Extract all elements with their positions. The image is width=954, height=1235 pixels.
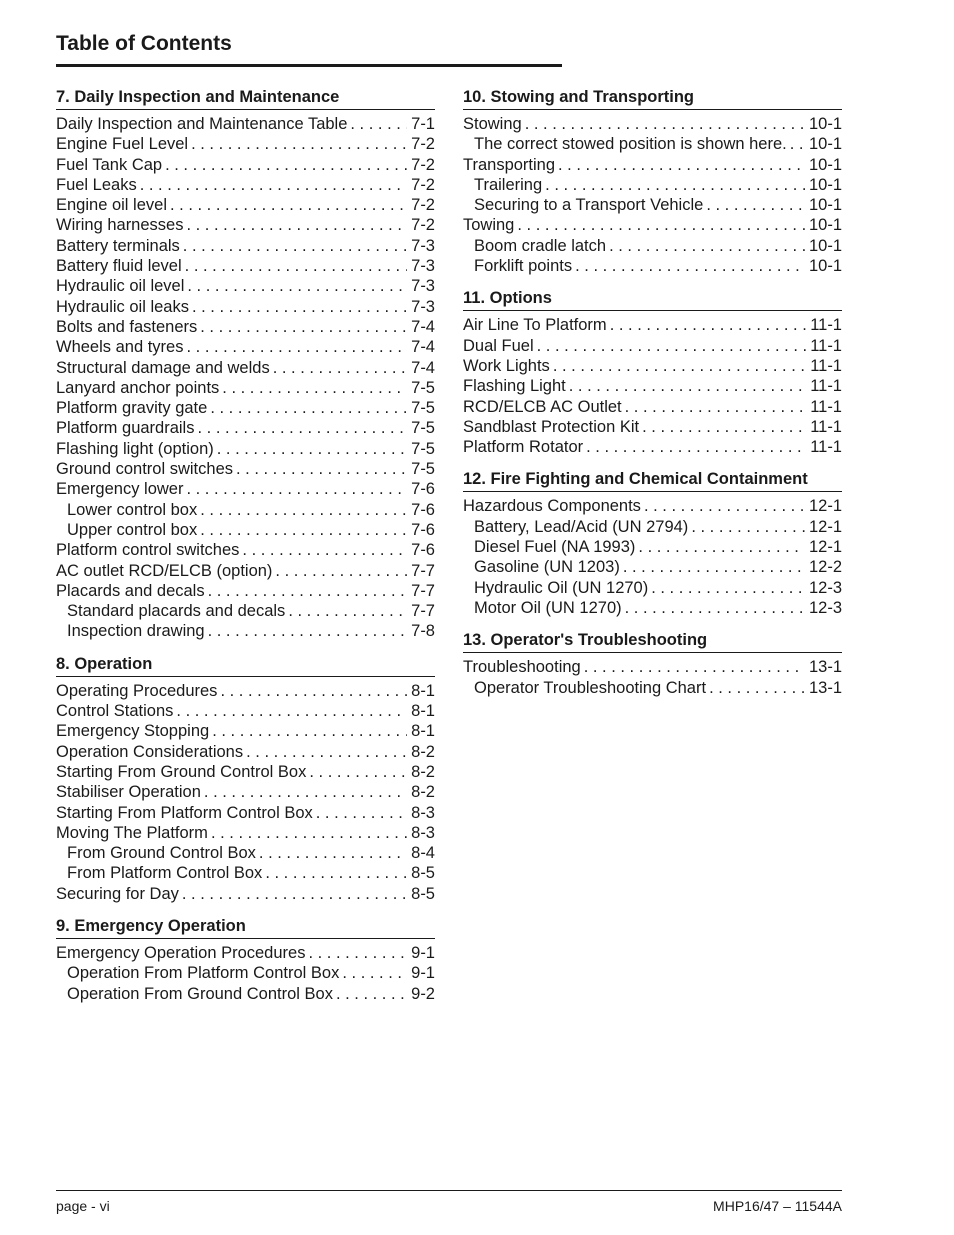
toc-entry-title: Engine Fuel Level (56, 135, 189, 154)
toc-entry-title: Operation From Platform Control Box (67, 964, 340, 983)
toc-section-10-stowing-and-transporting (463, 87, 842, 276)
dot-leader (170, 195, 407, 215)
dot-leader (288, 601, 407, 621)
toc-entry-page: 7-2 (411, 175, 435, 194)
toc-entry-title: Sandblast Protection Kit (463, 417, 640, 436)
toc-left-column (56, 87, 435, 1016)
toc-entry[interactable] (56, 459, 435, 479)
toc-entry-title: Wiring harnesses (56, 216, 184, 235)
toc-entry[interactable] (56, 439, 435, 459)
toc-entry-page: 7-2 (411, 155, 435, 174)
toc-entry-title: Emergency lower (56, 480, 184, 499)
dot-leader (350, 114, 407, 134)
dot-leader (222, 378, 407, 398)
toc-entry[interactable] (463, 598, 842, 618)
toc-entry-page: 7-4 (411, 358, 435, 377)
dot-leader (691, 517, 805, 537)
toc-right-column (463, 87, 842, 710)
toc-entry-title: Daily Inspection and Maintenance Table (56, 115, 348, 133)
toc-entry[interactable] (56, 803, 435, 823)
dot-leader (706, 195, 805, 215)
toc-entry[interactable] (463, 578, 842, 598)
toc-entry-title: Forklift points (474, 257, 573, 276)
toc-entry-page: 7-5 (411, 439, 435, 458)
toc-entry-page: 9-2 (411, 984, 435, 1003)
toc-entry-title: Flashing Light (463, 377, 566, 396)
dot-leader (342, 963, 407, 983)
dot-leader (709, 678, 805, 698)
dot-leader (308, 943, 407, 963)
toc-entry[interactable] (56, 195, 435, 215)
dot-leader (197, 418, 407, 438)
section-heading: 10. Stowing and Transporting (463, 87, 842, 110)
toc-entry[interactable] (463, 175, 842, 195)
toc-section-12-fire-fighting-and-chemical-containment (463, 469, 842, 618)
toc-entry[interactable] (56, 681, 435, 701)
dot-leader (186, 337, 407, 357)
toc-entry-title: Work Lights (463, 356, 550, 375)
toc-entry-page: 7-4 (411, 317, 435, 336)
dot-leader (642, 417, 806, 437)
toc-entry-title: Platform guardrails (56, 419, 195, 438)
toc-entry[interactable] (463, 657, 842, 677)
dot-leader (609, 236, 805, 256)
toc-entry[interactable] (56, 581, 435, 601)
dot-leader (204, 782, 407, 802)
toc-entry-page: 7-2 (411, 196, 435, 215)
dot-leader (200, 500, 407, 520)
toc-entry[interactable] (56, 378, 435, 398)
toc-entry-title: Platform control switches (56, 541, 240, 560)
dot-leader (545, 175, 805, 195)
toc-entry-page: 10-1 (808, 155, 842, 174)
toc-entry-page: 7-3 (411, 297, 435, 316)
dot-leader (275, 561, 407, 581)
toc-entry[interactable] (56, 236, 435, 256)
toc-entry[interactable] (463, 256, 842, 276)
toc-entry-page: 11-1 (810, 316, 842, 335)
toc-entry[interactable] (56, 742, 435, 762)
page-title: Table of Contents (56, 32, 232, 55)
toc-entry[interactable] (56, 215, 435, 235)
dot-leader (553, 356, 806, 376)
toc-entry-title: Control Stations (56, 702, 174, 721)
dot-leader (569, 376, 806, 396)
toc-entry-page: 10-1 (808, 216, 842, 235)
toc-entry-page: 10-1 (808, 236, 842, 255)
toc-entry[interactable] (56, 337, 435, 357)
toc-entry-page: 13-1 (808, 658, 842, 677)
toc-entry-page: 13-1 (808, 678, 842, 697)
toc-entry[interactable] (56, 984, 435, 1004)
section-heading: 8. Operation (56, 654, 435, 677)
toc-entry-page: 8-1 (411, 681, 435, 700)
toc-entry[interactable] (56, 762, 435, 782)
toc-entry[interactable] (463, 134, 842, 154)
toc-entry[interactable] (56, 561, 435, 581)
toc-entry[interactable] (56, 963, 435, 983)
toc-entry[interactable] (463, 517, 842, 537)
toc-entry-title: Stabiliser Operation (56, 783, 201, 802)
toc-entry-page: 8-2 (411, 762, 435, 781)
toc-entry-title: AC outlet RCD/ELCB (option) (56, 561, 273, 580)
toc-entry-page: 10-1 (808, 257, 842, 276)
toc-entry[interactable] (56, 782, 435, 802)
dot-leader (217, 439, 407, 459)
toc-entry[interactable] (463, 356, 842, 376)
toc-entry-title: Diesel Fuel (NA 1993) (474, 538, 636, 557)
toc-entry-page: 7-5 (411, 378, 435, 397)
dot-leader (575, 256, 805, 276)
toc-entry[interactable] (56, 863, 435, 883)
toc-entry[interactable] (56, 943, 435, 963)
toc-entry-page: 11-1 (810, 397, 842, 416)
toc-entry-page: 10-1 (808, 175, 842, 194)
toc-entry-title: Boom cradle latch (474, 236, 607, 255)
toc-entry-title: Troubleshooting (463, 658, 581, 677)
toc-entry-title: Fuel Leaks (56, 175, 137, 194)
dot-leader (186, 215, 407, 235)
toc-entry[interactable] (56, 701, 435, 721)
toc-entry[interactable] (463, 678, 842, 698)
toc-entry-page: 8-5 (411, 864, 435, 883)
dot-leader (586, 437, 806, 457)
toc-entry-title: RCD/ELCB AC Outlet (463, 397, 622, 416)
dot-leader (273, 358, 407, 378)
toc-entry-title: Securing to a Transport Vehicle (474, 196, 704, 215)
toc-entry-page: 12-3 (808, 578, 842, 597)
toc-entry[interactable] (56, 479, 435, 499)
dot-leader (208, 581, 408, 601)
toc-entry-page: 7-5 (411, 460, 435, 479)
dot-leader (246, 742, 407, 762)
toc-entry-title: Platform gravity gate (56, 399, 208, 418)
toc-entry[interactable] (56, 884, 435, 904)
toc-entry[interactable] (56, 823, 435, 843)
footer-document-id: MHP16/47 – 11544A (713, 1198, 842, 1214)
toc-entry-title: Bolts and fasteners (56, 317, 198, 336)
dot-leader (316, 803, 407, 823)
toc-entry-page: 11-1 (810, 377, 842, 396)
toc-entry-title: Placards and decals (56, 581, 205, 600)
toc-entry-title: Gasoline (UN 1203) (474, 558, 620, 577)
dot-leader (200, 520, 407, 540)
toc-entry-title: Lanyard anchor points (56, 378, 220, 397)
section-heading: 9. Emergency Operation (56, 916, 435, 939)
toc-entry-title: Ground control switches (56, 460, 233, 479)
dot-leader (192, 297, 407, 317)
toc-entry-page: 9-1 (411, 964, 435, 983)
section-heading: 13. Operator's Troubleshooting (463, 630, 842, 653)
toc-entry-page: 10-1 (808, 115, 842, 133)
toc-entry-page: 8-3 (411, 803, 435, 822)
dot-leader (517, 215, 805, 235)
dot-leader (140, 175, 407, 195)
toc-entry-page: 7-1 (411, 115, 435, 133)
toc-entry-title: Operator Troubleshooting Chart (474, 678, 707, 697)
toc-entry-page: 10-1 (808, 135, 842, 154)
dot-leader (220, 681, 407, 701)
toc-entry-page: 7-3 (411, 277, 435, 296)
toc-entry-title: Structural damage and welds (56, 358, 270, 377)
title-rule (56, 64, 562, 67)
toc-entry-page: 7-7 (411, 602, 435, 621)
dot-leader (651, 578, 805, 598)
toc-entry-title: Emergency Operation Procedures (56, 943, 306, 962)
toc-entry-page: 7-8 (411, 622, 435, 641)
toc-entry-page: 10-1 (808, 196, 842, 215)
dot-leader (191, 134, 407, 154)
toc-entry[interactable] (463, 417, 842, 437)
toc-entry[interactable] (56, 256, 435, 276)
toc-entry[interactable] (463, 557, 842, 577)
dot-leader (183, 236, 407, 256)
dot-leader (211, 823, 407, 843)
toc-entry-page: 12-1 (808, 497, 842, 516)
dot-leader (186, 479, 407, 499)
toc-entry-title: Towing (463, 216, 515, 235)
dot-leader (625, 397, 807, 417)
toc-entry[interactable] (463, 195, 842, 215)
toc-entry[interactable] (463, 376, 842, 396)
toc-entry[interactable] (56, 175, 435, 195)
dot-leader (644, 496, 805, 516)
toc-entry-page: 9-1 (411, 943, 435, 962)
toc-entry-title: Standard placards and decals (67, 602, 286, 621)
toc-entry[interactable] (56, 621, 435, 641)
dot-leader (790, 134, 805, 154)
toc-entry-title: Dual Fuel (463, 336, 534, 355)
toc-section-7-daily-inspection-and-maintenance (56, 87, 435, 642)
toc-section-11-options (463, 288, 842, 457)
toc-entry-page: 7-2 (411, 216, 435, 235)
dot-leader (265, 863, 407, 883)
toc-entry[interactable] (56, 500, 435, 520)
dot-leader (336, 984, 407, 1004)
toc-entry[interactable] (56, 134, 435, 154)
dot-leader (584, 657, 805, 677)
dot-leader (187, 276, 407, 296)
toc-entry-page: 7-3 (411, 257, 435, 276)
dot-leader (185, 256, 407, 276)
toc-section-9-emergency-operation (56, 916, 435, 1004)
toc-entry-page: 8-2 (411, 783, 435, 802)
dot-leader (558, 155, 805, 175)
toc-entry-title: Hazardous Components (463, 497, 641, 516)
section-heading: 7. Daily Inspection and Maintenance (56, 87, 435, 110)
toc-entry-title: Engine oil level (56, 196, 167, 215)
toc-entry-page: 11-1 (810, 438, 842, 457)
dot-leader (208, 621, 408, 641)
toc-entry[interactable] (463, 496, 842, 516)
toc-entry[interactable] (56, 418, 435, 438)
footer-rule (56, 1190, 842, 1191)
toc-entry-title: From Ground Control Box (67, 844, 256, 863)
toc-entry-page: 7-7 (411, 561, 435, 580)
toc-entry-page: 7-7 (411, 581, 435, 600)
toc-entry-page: 7-3 (411, 236, 435, 255)
dot-leader (537, 336, 807, 356)
toc-section-13-operator-s-troubleshooting (463, 630, 842, 698)
toc-entry-page: 11-1 (810, 336, 842, 355)
toc-entry[interactable] (463, 336, 842, 356)
toc-entry[interactable] (56, 155, 435, 175)
dot-leader (638, 537, 805, 557)
toc-entry-page: 7-4 (411, 338, 435, 357)
toc-entry-title: Hydraulic Oil (UN 1270) (474, 578, 649, 597)
toc-entry-page: 12-1 (808, 538, 842, 557)
dot-leader (165, 155, 407, 175)
toc-entry[interactable] (56, 276, 435, 296)
section-heading: 11. Options (463, 288, 842, 311)
toc-entry-title: Wheels and tyres (56, 338, 184, 357)
toc-entry-title: Operation Considerations (56, 742, 244, 761)
dot-leader (242, 540, 407, 560)
toc-entry-page: 11-1 (810, 417, 842, 436)
toc-entry-title: Battery, Lead/Acid (UN 2794) (474, 517, 689, 536)
toc-entry-title: The correct stowed position is shown here. (474, 135, 787, 154)
toc-entry[interactable] (56, 540, 435, 560)
toc-entry-title: Upper control box (67, 520, 198, 539)
toc-entry[interactable] (463, 155, 842, 175)
toc-entry-title: Securing for Day (56, 884, 179, 903)
toc-entry-title: Operation From Ground Control Box (67, 984, 333, 1003)
toc-entry-page: 7-5 (411, 399, 435, 418)
dot-leader (176, 701, 407, 721)
dot-leader (525, 114, 805, 134)
toc-entry[interactable] (463, 537, 842, 557)
toc-entry-title: Hydraulic oil leaks (56, 297, 189, 316)
toc-entry-page: 11-1 (810, 356, 842, 375)
dot-leader (210, 398, 407, 418)
section-heading: 12. Fire Fighting and Chemical Containment (463, 469, 842, 492)
dot-leader (236, 459, 407, 479)
toc-entry[interactable] (56, 398, 435, 418)
toc-entry[interactable] (56, 520, 435, 540)
dot-leader (212, 721, 407, 741)
toc-entry-title: Stowing (463, 115, 522, 133)
toc-entry-title: Emergency Stopping (56, 722, 210, 741)
toc-entry-page: 12-3 (808, 598, 842, 617)
toc-entry-title: Flashing light (option) (56, 439, 214, 458)
toc-entry[interactable] (56, 317, 435, 337)
toc-entry-title: Battery fluid level (56, 257, 182, 276)
dot-leader (610, 315, 807, 335)
toc-entry-title: Inspection drawing (67, 622, 205, 641)
toc-entry-page: 8-3 (411, 823, 435, 842)
toc-entry-title: Platform Rotator (463, 438, 584, 457)
toc-entry-page: 7-5 (411, 419, 435, 438)
toc-entry-title: Starting From Platform Control Box (56, 803, 313, 822)
toc-entry-title: Motor Oil (UN 1270) (474, 598, 622, 617)
toc-entry[interactable] (463, 215, 842, 235)
dot-leader (309, 762, 407, 782)
toc-entry[interactable] (463, 236, 842, 256)
toc-entry-page: 8-5 (411, 884, 435, 903)
toc-entry[interactable] (56, 721, 435, 741)
toc-entry[interactable] (56, 843, 435, 863)
toc-entry[interactable] (56, 358, 435, 378)
toc-entry-title: Air Line To Platform (463, 316, 607, 335)
toc-entry-title: Hydraulic oil level (56, 277, 185, 296)
toc-entry-title: Moving The Platform (56, 823, 208, 842)
toc-entry[interactable] (56, 114, 435, 134)
toc-entry-title: Lower control box (67, 500, 198, 519)
dot-leader (259, 843, 407, 863)
toc-entry[interactable] (463, 315, 842, 335)
toc-entry-page: 7-6 (411, 520, 435, 539)
toc-entry[interactable] (56, 297, 435, 317)
toc-entry-page: 8-1 (411, 702, 435, 721)
toc-entry-page: 7-6 (411, 541, 435, 560)
toc-entry-page: 12-2 (808, 558, 842, 577)
toc-entry-page: 7-6 (411, 480, 435, 499)
toc-entry-title: Operating Procedures (56, 681, 218, 700)
toc-entry-page: 7-6 (411, 500, 435, 519)
dot-leader (623, 557, 805, 577)
toc-entry-title: Trailering (474, 175, 543, 194)
toc-entry-page: 8-2 (411, 742, 435, 761)
toc-entry-title: From Platform Control Box (67, 864, 263, 883)
toc-entry-page: 8-4 (411, 844, 435, 863)
toc-entry-title: Fuel Tank Cap (56, 155, 163, 174)
toc-entry[interactable] (56, 601, 435, 621)
toc-entry[interactable] (463, 114, 842, 134)
toc-entry-page: 7-2 (411, 135, 435, 154)
toc-entry[interactable] (463, 397, 842, 417)
toc-entry-page: 8-1 (411, 722, 435, 741)
toc-entry[interactable] (463, 437, 842, 457)
footer-page-number: page - vi (56, 1198, 110, 1214)
dot-leader (200, 317, 407, 337)
toc-entry-title: Battery terminals (56, 236, 180, 255)
toc-entry-title: Transporting (463, 155, 556, 174)
dot-leader (625, 598, 805, 618)
dot-leader (182, 884, 407, 904)
toc-entry-title: Starting From Ground Control Box (56, 762, 307, 781)
toc-section-8-operation (56, 654, 435, 904)
toc-entry-page: 12-1 (808, 517, 842, 536)
